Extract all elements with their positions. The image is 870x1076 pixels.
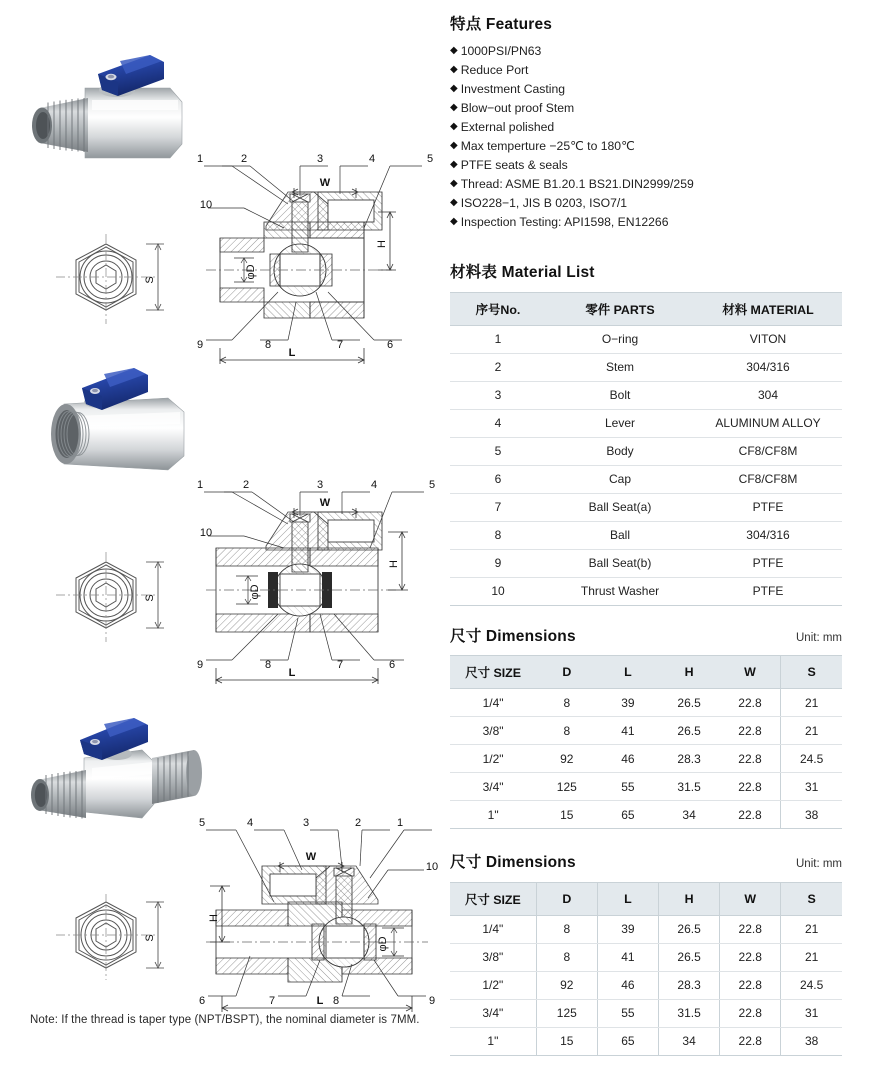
callout-2: 2 (242, 479, 250, 491)
dim-label-phid-3: φD (377, 936, 389, 952)
callout-7: 7 (268, 995, 276, 1007)
callout-5: 5 (426, 153, 434, 165)
cell-d: 125 (536, 773, 597, 801)
feature-text: 1000PSI/PN63 (460, 43, 542, 58)
cell-d: 15 (536, 801, 597, 829)
unit-label-2: Unit: mm (796, 858, 842, 871)
features-title: 特点 Features (450, 16, 553, 33)
cell-l: 55 (597, 999, 658, 1027)
cell-l: 46 (597, 971, 658, 999)
cell-no: 10 (450, 577, 546, 605)
cell-no: 1 (450, 325, 546, 353)
cell-h: 28.3 (659, 971, 720, 999)
cell-l: 65 (597, 1027, 658, 1055)
cell-h: 31.5 (659, 999, 720, 1027)
material-list-body (450, 325, 842, 605)
diamond-bullet-icon: ◆ (450, 215, 458, 227)
feature-text: Thread: ASME B1.20.1 BS21.DIN2999/259 (460, 176, 694, 191)
col-header-l: L (597, 656, 658, 689)
dim-label-phid-2: φD (249, 584, 261, 600)
cell-h: 26.5 (659, 915, 720, 943)
callout-10: 10 (199, 527, 213, 539)
dim-label-s-3: S (144, 934, 156, 942)
cell-size: 1/2" (450, 745, 536, 773)
cell-l: 46 (597, 745, 658, 773)
table-row (450, 773, 842, 801)
cell-material: VITON (694, 325, 842, 353)
col-header-l: L (597, 882, 658, 915)
diamond-bullet-icon: ◆ (450, 177, 458, 189)
cell-l: 41 (597, 943, 658, 971)
cell-w: 22.8 (720, 943, 781, 971)
cell-d: 8 (536, 915, 597, 943)
dim-label-w-2: W (319, 497, 331, 509)
callout-9: 9 (196, 339, 204, 351)
table-row (450, 381, 842, 409)
thread-note: Note: If the thread is taper type (NPT/BSPT), the nominal diameter is 7MM. (30, 1014, 420, 1026)
table-row (450, 999, 842, 1027)
dim-label-h-2: H (388, 560, 400, 568)
callout-2: 2 (354, 817, 362, 829)
callout-6: 6 (198, 995, 206, 1007)
table-row (450, 493, 842, 521)
cell-part: Cap (546, 465, 694, 493)
callout-3: 3 (316, 153, 324, 165)
col-header-d: D (536, 656, 597, 689)
table-row (450, 943, 842, 971)
cell-part: Lever (546, 409, 694, 437)
cell-h: 26.5 (659, 943, 720, 971)
col-header-parts: 零件 PARTS (546, 292, 694, 325)
cell-size: 1/4" (450, 689, 536, 717)
table-row (450, 409, 842, 437)
features-section (450, 0, 870, 228)
callout-9: 9 (196, 659, 204, 671)
col-header-h: H (659, 882, 720, 915)
feature-text: PTFE seats & seals (460, 157, 568, 172)
cell-material: PTFE (694, 549, 842, 577)
table-row (450, 971, 842, 999)
cell-material: ALUMINUM ALLOY (694, 409, 842, 437)
callout-5: 5 (198, 817, 206, 829)
cell-size: 1/2" (450, 971, 536, 999)
diamond-bullet-icon: ◆ (450, 196, 458, 208)
cell-l: 55 (597, 773, 658, 801)
cell-size: 3/4" (450, 773, 536, 801)
dim-label-l-1: L (288, 347, 296, 359)
diamond-bullet-icon: ◆ (450, 44, 458, 56)
cell-w: 22.8 (720, 773, 781, 801)
diamond-bullet-icon: ◆ (450, 63, 458, 75)
feature-text: Investment Casting (460, 81, 566, 96)
feature-text: Reduce Port (460, 62, 529, 77)
cell-s: 21 (781, 943, 842, 971)
cell-no: 7 (450, 493, 546, 521)
feature-item (450, 45, 870, 58)
col-header-material: 材料 MATERIAL (694, 292, 842, 325)
table-row (450, 437, 842, 465)
cell-no: 2 (450, 353, 546, 381)
end-view-hex-2 (42, 550, 202, 663)
cell-d: 8 (536, 717, 597, 745)
dim-label-l-3: L (316, 995, 324, 1007)
product-photo-male-female (22, 30, 207, 170)
cell-d: 92 (536, 745, 597, 773)
cell-d: 8 (536, 943, 597, 971)
feature-item (450, 197, 870, 210)
cell-part: Body (546, 437, 694, 465)
callout-3: 3 (316, 479, 324, 491)
product-photo-male-male (22, 700, 207, 830)
callout-10: 10 (199, 199, 213, 211)
table-row (450, 353, 842, 381)
cell-h: 31.5 (659, 773, 720, 801)
cell-w: 22.8 (720, 801, 781, 829)
cell-d: 125 (536, 999, 597, 1027)
callout-5: 5 (428, 479, 436, 491)
diamond-bullet-icon: ◆ (450, 158, 458, 170)
table-row (450, 577, 842, 605)
section-drawing-3 (192, 806, 444, 1018)
callout-8: 8 (332, 995, 340, 1007)
cell-h: 26.5 (659, 717, 720, 745)
cell-d: 92 (536, 971, 597, 999)
cell-no: 9 (450, 549, 546, 577)
callout-4: 4 (246, 817, 254, 829)
table-row (450, 521, 842, 549)
callout-2: 2 (240, 153, 248, 165)
dim-label-s-1: S (144, 276, 156, 284)
cell-l: 39 (597, 689, 658, 717)
table-row (450, 465, 842, 493)
feature-text: Blow−out proof Stem (460, 100, 575, 115)
cell-w: 22.8 (720, 971, 781, 999)
cell-h: 34 (659, 1027, 720, 1055)
cell-s: 21 (781, 717, 842, 745)
cell-part: Bolt (546, 381, 694, 409)
material-list-table (450, 292, 842, 606)
cell-no: 8 (450, 521, 546, 549)
col-header-w: W (720, 656, 781, 689)
cell-s: 31 (781, 999, 842, 1027)
feature-text: ISO228−1, JIS B 0203, ISO7/1 (460, 195, 628, 210)
col-header-w: W (720, 882, 781, 915)
callout-1: 1 (196, 153, 204, 165)
diamond-bullet-icon: ◆ (450, 120, 458, 132)
col-header-s: S (781, 882, 842, 915)
features-list (450, 45, 870, 229)
cell-size: 1/4" (450, 915, 536, 943)
table-header-row (450, 656, 842, 689)
cell-h: 26.5 (659, 689, 720, 717)
callout-1: 1 (196, 479, 204, 491)
dimensions-body-1 (450, 689, 842, 829)
dimensions-title-1: 尺寸 Dimensions (450, 627, 576, 645)
dimensions-table-1 (450, 655, 842, 829)
section-drawing-2 (192, 462, 444, 690)
right-column (450, 0, 870, 1056)
table-row (450, 745, 842, 773)
cell-material: 304/316 (694, 521, 842, 549)
cell-material: 304 (694, 381, 842, 409)
cell-l: 41 (597, 717, 658, 745)
cell-part: Stem (546, 353, 694, 381)
dim-label-phid-1: φD (245, 264, 257, 280)
end-view-hex-1 (42, 232, 202, 345)
material-list-section (450, 264, 870, 606)
material-list-title: 材料表 Material List (450, 264, 595, 282)
col-header-size: 尺寸 SIZE (450, 882, 536, 915)
col-header-size: 尺寸 SIZE (450, 656, 536, 689)
callout-10: 10 (425, 861, 439, 873)
cell-size: 3/8" (450, 717, 536, 745)
diamond-bullet-icon: ◆ (450, 82, 458, 94)
table-row (450, 717, 842, 745)
feature-item (450, 178, 870, 191)
cell-s: 21 (781, 689, 842, 717)
cell-s: 31 (781, 773, 842, 801)
table-row (450, 915, 842, 943)
diamond-bullet-icon: ◆ (450, 139, 458, 151)
callout-7: 7 (336, 339, 344, 351)
cell-no: 3 (450, 381, 546, 409)
feature-item (450, 159, 870, 172)
cell-part: Ball (546, 521, 694, 549)
dimensions-section-1 (450, 628, 870, 830)
cell-size: 1" (450, 801, 536, 829)
cell-w: 22.8 (720, 915, 781, 943)
cell-w: 22.8 (720, 689, 781, 717)
cell-size: 3/4" (450, 999, 536, 1027)
cell-h: 34 (659, 801, 720, 829)
table-row (450, 325, 842, 353)
cell-w: 22.8 (720, 717, 781, 745)
callout-4: 4 (368, 153, 376, 165)
cell-material: PTFE (694, 493, 842, 521)
dim-label-h-3: H (208, 914, 220, 922)
table-row (450, 801, 842, 829)
callout-3: 3 (302, 817, 310, 829)
cell-material: CF8/CF8M (694, 437, 842, 465)
dim-label-w-3: W (305, 851, 317, 863)
table-header-row (450, 292, 842, 325)
unit-label-1: Unit: mm (796, 631, 842, 644)
feature-item (450, 121, 870, 134)
callout-8: 8 (264, 339, 272, 351)
dim-label-w-1: W (319, 177, 331, 189)
cell-no: 4 (450, 409, 546, 437)
table-row (450, 549, 842, 577)
cell-w: 22.8 (720, 745, 781, 773)
cell-s: 24.5 (781, 971, 842, 999)
callout-1: 1 (396, 817, 404, 829)
cell-s: 24.5 (781, 745, 842, 773)
feature-item (450, 216, 870, 229)
cell-no: 6 (450, 465, 546, 493)
dim-label-l-2: L (288, 667, 296, 679)
product-photo-female-female (22, 352, 207, 482)
table-row (450, 1027, 842, 1055)
end-view-hex-3 (42, 892, 202, 1002)
feature-item (450, 64, 870, 77)
callout-6: 6 (386, 339, 394, 351)
dim-label-h-1: H (376, 240, 388, 248)
cell-l: 65 (597, 801, 658, 829)
cell-part: Ball Seat(b) (546, 549, 694, 577)
cell-w: 22.8 (720, 999, 781, 1027)
cell-d: 15 (536, 1027, 597, 1055)
cell-material: CF8/CF8M (694, 465, 842, 493)
col-header-h: H (659, 656, 720, 689)
table-header-row (450, 882, 842, 915)
feature-text: Inspection Testing: API1598, EN12266 (460, 214, 669, 229)
callout-8: 8 (264, 659, 272, 671)
feature-item (450, 83, 870, 96)
dimensions-section-2 (450, 854, 870, 1056)
cell-size: 1" (450, 1027, 536, 1055)
cell-material: PTFE (694, 577, 842, 605)
dimensions-title-2: 尺寸 Dimensions (450, 854, 576, 872)
callout-4: 4 (370, 479, 378, 491)
feature-text: Max temperture −25℃ to 180℃ (460, 138, 635, 153)
dim-label-s-2: S (144, 594, 156, 602)
feature-item (450, 102, 870, 115)
callout-6: 6 (388, 659, 396, 671)
diamond-bullet-icon: ◆ (450, 101, 458, 113)
cell-size: 3/8" (450, 943, 536, 971)
cell-material: 304/316 (694, 353, 842, 381)
cell-d: 8 (536, 689, 597, 717)
cell-s: 21 (781, 915, 842, 943)
table-row (450, 689, 842, 717)
section-drawing-1 (192, 142, 444, 370)
cell-part: Ball Seat(a) (546, 493, 694, 521)
callout-9: 9 (428, 995, 436, 1007)
callout-7: 7 (336, 659, 344, 671)
col-header-d: D (536, 882, 597, 915)
dimensions-table-2 (450, 882, 842, 1056)
cell-h: 28.3 (659, 745, 720, 773)
cell-l: 39 (597, 915, 658, 943)
cell-part: O−ring (546, 325, 694, 353)
feature-item (450, 140, 870, 153)
cell-no: 5 (450, 437, 546, 465)
dimensions-body-2 (450, 915, 842, 1055)
cell-part: Thrust Washer (546, 577, 694, 605)
col-header-no: 序号No. (450, 292, 546, 325)
cell-s: 38 (781, 1027, 842, 1055)
cell-s: 38 (781, 801, 842, 829)
cell-w: 22.8 (720, 1027, 781, 1055)
col-header-s: S (781, 656, 842, 689)
feature-text: External polished (460, 119, 555, 134)
